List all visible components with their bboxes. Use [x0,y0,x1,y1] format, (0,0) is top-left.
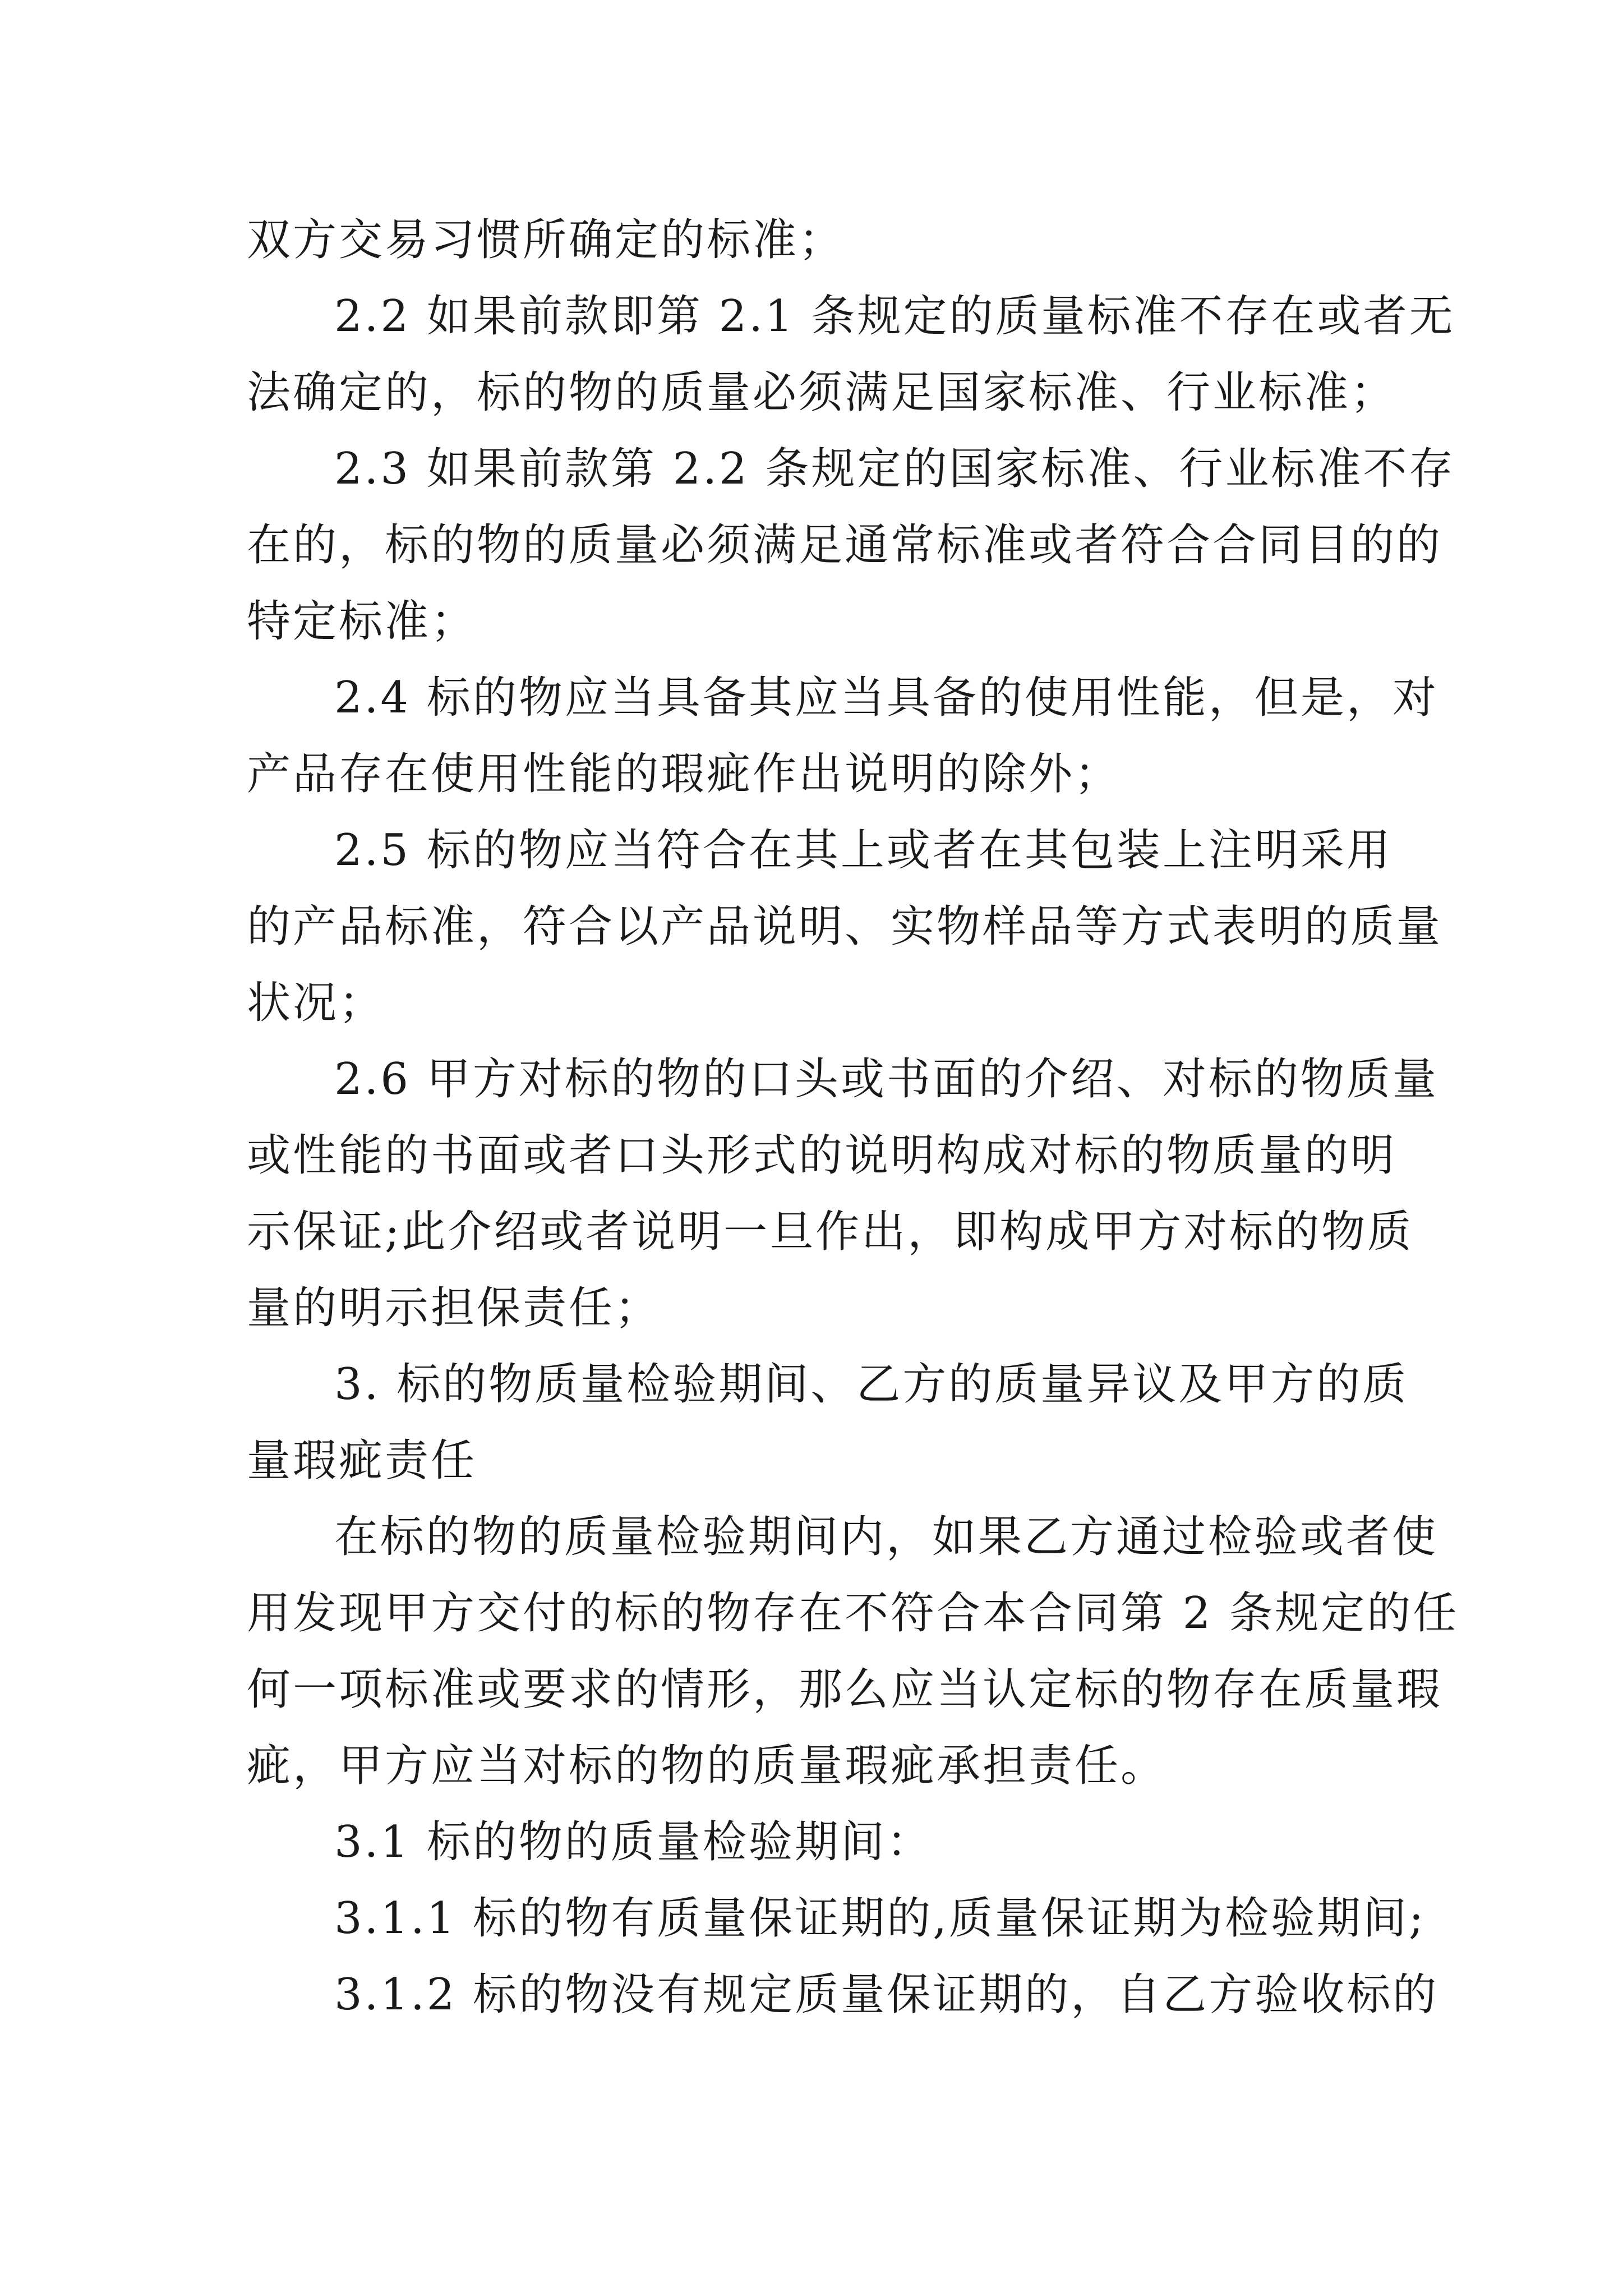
contract-body-text [247,202,1459,2033]
text-line: 3.1 标的物的质量检验期间： [334,1817,933,1867]
text-line: 在标的物的质量检验期间内，如果乙方通过检验或者使 [334,1512,1438,1562]
text-line: 示保证;此介绍或者说明一旦作出，即构成甲方对标的物质 [247,1207,1414,1257]
text-line: 疵，甲方应当对标的物的质量瑕疵承担责任。 [247,1741,1167,1791]
text-line: 3.1.1 标的物有质量保证期的,质量保证期为检验期间; [334,1893,1426,1944]
text-line: 在的，标的物的质量必须满足通常标准或者符合合同目的的 [247,520,1443,570]
text-line: 双方交易习惯所确定的标准； [247,215,845,265]
text-line: 2.3 如果前款第 2.2 条规定的国家标准、行业标准不存 [334,444,1455,494]
text-line: 状况； [247,978,385,1028]
text-line: 法确定的，标的物的质量必须满足国家标准、行业标准； [247,367,1397,418]
text-line: 2.2 如果前款即第 2.1 条规定的质量标准不存在或者无 [334,291,1455,342]
text-line: 2.6 甲方对标的物的口头或书面的介绍、对标的物质量 [334,1054,1438,1105]
text-line: 3.1.2 标的物没有规定质量保证期的，自乙方验收标的 [334,1970,1439,2020]
text-line: 何一项标准或要求的情形，那么应当认定标的物存在质量瑕 [247,1664,1443,1715]
text-line: 3. 标的物质量检验期间、乙方的质量异议及甲方的质 [334,1359,1409,1410]
text-line: 的产品标准，符合以产品说明、实物样品等方式表明的质量 [247,901,1443,952]
text-line: 2.4 标的物应当具备其应当具备的使用性能，但是，对 [334,673,1438,723]
text-line: 2.5 标的物应当符合在其上或者在其包装上注明采用 [334,825,1393,876]
text-line: 用发现甲方交付的标的物存在不符合本合同第 2 条规定的任 [247,1588,1459,1639]
text-line: 产品存在使用性能的瑕疵作出说明的除外； [247,749,1121,799]
text-line: 量瑕疵责任 [247,1435,477,1486]
text-line: 特定标准； [247,596,477,647]
text-line: 或性能的书面或者口头形式的说明构成对标的物质量的明 [247,1130,1397,1181]
text-line: 量的明示担保责任； [247,1283,661,1333]
